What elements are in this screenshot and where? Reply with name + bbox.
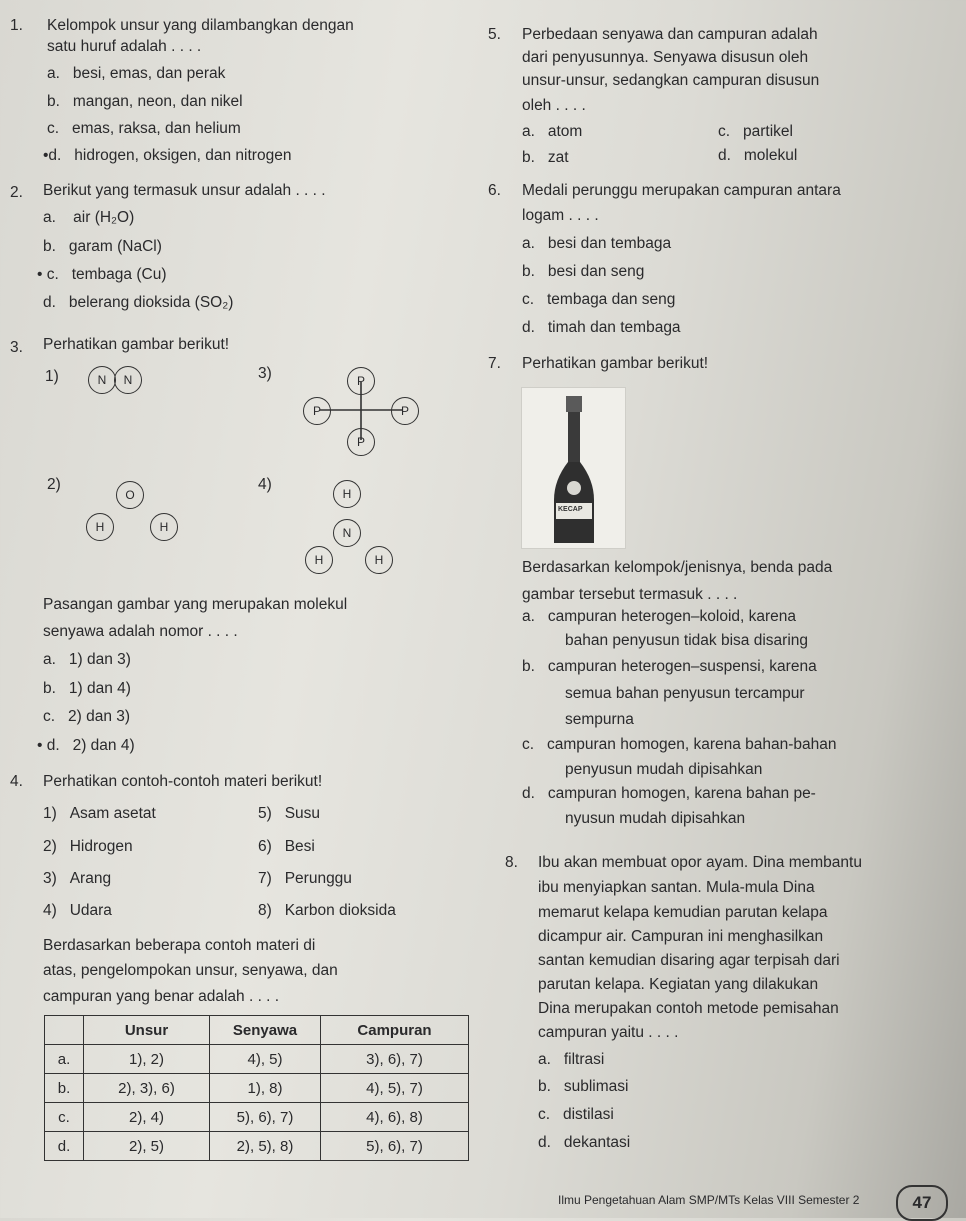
table-cell: 2), 5), 8)	[210, 1132, 321, 1161]
q1-option-c: c. emas, raksa, dan helium	[47, 120, 241, 137]
kecap-bottle-image	[521, 387, 626, 549]
table-cell: 1), 2)	[84, 1045, 210, 1074]
q5-option-c: c. partikel	[718, 123, 793, 140]
q4-item: 7) Perunggu	[258, 870, 352, 887]
table-cell: a.	[45, 1045, 84, 1074]
table-header-cell: Campuran	[321, 1016, 469, 1045]
q3-fig3-label: 3)	[258, 365, 272, 382]
q6-line-2: logam . . . .	[522, 207, 599, 224]
table-cell: 2), 3), 6)	[84, 1074, 210, 1103]
q4-item: 8) Karbon dioksida	[258, 902, 396, 919]
q7-option-b-cont: semua bahan penyusun tercampur	[565, 685, 805, 702]
q5-option-b: b. zat	[522, 149, 569, 166]
table-row	[45, 1045, 469, 1074]
table-cell: b.	[45, 1074, 84, 1103]
q4-item: 1) Asam asetat	[43, 805, 156, 822]
q2-number: 2.	[10, 184, 23, 201]
molecule-atom-h: H	[150, 513, 178, 541]
q5-option-d: d. molekul	[718, 147, 798, 164]
table-cell: 4), 6), 8)	[321, 1103, 469, 1132]
q3-option-d: • d. 2) dan 4)	[37, 737, 135, 754]
table-cell: 2), 5)	[84, 1132, 210, 1161]
q7-option-c-cont: penyusun mudah dipisahkan	[565, 761, 763, 778]
q8-line: ibu menyiapkan santan. Mula-mula Dina	[538, 879, 815, 896]
classification-table	[44, 1015, 469, 1161]
q3-option-c: c. 2) dan 3)	[43, 708, 131, 725]
q6-option-d: d. timah dan tembaga	[522, 319, 681, 336]
molecule-atom-n: N	[88, 366, 116, 394]
q8-option-a: a. filtrasi	[538, 1051, 605, 1068]
q8-option-d: d. dekantasi	[538, 1134, 631, 1151]
q5-line-2: dari penyusunnya. Senyawa disusun oleh	[522, 49, 809, 66]
table-cell: d.	[45, 1132, 84, 1161]
q3-fig4-label: 4)	[258, 476, 272, 493]
molecule-atom-h: H	[305, 546, 333, 574]
q1-option-d: •d. hidrogen, oksigen, dan nitrogen	[43, 147, 292, 164]
q6-line-1: Medali perunggu merupakan campuran antara	[522, 182, 841, 199]
molecule-atom-n: N	[114, 366, 142, 394]
q7-line-1: Berdasarkan kelompok/jenisnya, benda pada	[522, 559, 833, 576]
q7-option-b: b. campuran heterogen–suspensi, karena	[522, 658, 817, 675]
q7-option-a: a. campuran heterogen–koloid, karena	[522, 608, 797, 625]
q5-option-a: a. atom	[522, 123, 583, 140]
q8-line: parutan kelapa. Kegiatan yang dilakukan	[538, 976, 819, 993]
q1-stem-2: satu huruf adalah . . . .	[47, 38, 202, 55]
q7-option-c: c. campuran homogen, karena bahan-bahan	[522, 736, 837, 753]
table-cell: c.	[45, 1103, 84, 1132]
bottle-label: KECAP	[558, 506, 583, 513]
footer-book-title: Ilmu Pengetahuan Alam SMP/MTs Kelas VIII Semester 2	[558, 1193, 860, 1207]
table-row	[45, 1074, 469, 1103]
q4-item: 3) Arang	[43, 870, 112, 887]
molecule-atom-p: P	[303, 397, 331, 425]
table-row	[45, 1132, 469, 1161]
page-number-badge: 47	[896, 1185, 948, 1221]
q3-fig2-label: 2)	[47, 476, 61, 493]
q6-number: 6.	[488, 182, 501, 199]
table-header-cell	[45, 1016, 84, 1045]
q2-option-c: • c. tembaga (Cu)	[37, 266, 167, 283]
q3-option-b: b. 1) dan 4)	[43, 680, 131, 697]
q4-stem: Perhatikan contoh-contoh materi berikut!	[43, 773, 323, 790]
q4-number: 4.	[10, 773, 23, 790]
q4-item: 2) Hidrogen	[43, 838, 133, 855]
q1-option-b: b. mangan, neon, dan nikel	[47, 93, 243, 110]
q8-line: santan kemudian disaring agar terpisah dari	[538, 952, 840, 969]
q7-number: 7.	[488, 355, 501, 372]
table-cell: 3), 6), 7)	[321, 1045, 469, 1074]
q4-item: 6) Besi	[258, 838, 315, 855]
table-cell: 1), 8)	[210, 1074, 321, 1103]
q3-stem-3: senyawa adalah nomor . . . .	[43, 623, 238, 640]
molecule-atom-h: H	[86, 513, 114, 541]
q5-number: 5.	[488, 26, 501, 43]
q7-line-2: gambar tersebut termasuk . . . .	[522, 586, 738, 603]
q3-stem: Perhatikan gambar berikut!	[43, 336, 230, 353]
molecule-atom-p: P	[391, 397, 419, 425]
q6-option-a: a. besi dan tembaga	[522, 235, 672, 252]
q2-stem: Berikut yang termasuk unsur adalah . . . .	[43, 182, 326, 199]
table-cell: 2), 4)	[84, 1103, 210, 1132]
table-cell: 5), 6), 7)	[321, 1132, 469, 1161]
q4-item: 4) Udara	[43, 902, 112, 919]
table-header-cell: Senyawa	[210, 1016, 321, 1045]
q8-line: dicampur air. Campuran ini menghasilkan	[538, 928, 824, 945]
q2-option-b: b. garam (NaCl)	[43, 238, 162, 255]
q8-option-c: c. distilasi	[538, 1106, 614, 1123]
q5-line-1: Perbedaan senyawa dan campuran adalah	[522, 26, 818, 43]
molecule-atom-o: O	[116, 481, 144, 509]
q3-number: 3.	[10, 339, 23, 356]
q7-option-d-cont: nyusun mudah dipisahkan	[565, 810, 746, 827]
q8-line: Dina merupakan contoh metode pemisahan	[538, 1000, 839, 1017]
q4-paragraph-1: Berdasarkan beberapa contoh materi di	[43, 937, 316, 954]
q8-line: Ibu akan membuat opor ayam. Dina membantu	[538, 854, 862, 871]
table-row	[45, 1103, 469, 1132]
q3-fig1-label: 1)	[45, 368, 59, 385]
molecule-atom-n: N	[333, 519, 361, 547]
q4-paragraph-3: campuran yang benar adalah . . . .	[43, 988, 280, 1005]
bottle-icon	[522, 388, 625, 548]
q2-option-a: a. air (H₂O)	[43, 209, 135, 226]
table-header-cell: Unsur	[84, 1016, 210, 1045]
q3-stem-2: Pasangan gambar yang merupakan molekul	[43, 596, 348, 613]
molecule-atom-p: P	[347, 428, 375, 456]
molecule-atom-h: H	[365, 546, 393, 574]
q2-option-d: d. belerang dioksida (SO₂)	[43, 294, 234, 311]
q3-option-a: a. 1) dan 3)	[43, 651, 131, 668]
table-header-row	[45, 1016, 469, 1045]
q5-line-3: unsur-unsur, sedangkan campuran disusun	[522, 72, 820, 89]
table-cell: 4), 5)	[210, 1045, 321, 1074]
q8-option-b: b. sublimasi	[538, 1078, 629, 1095]
q5-line-4: oleh . . . .	[522, 97, 586, 114]
table-cell: 5), 6), 7)	[210, 1103, 321, 1132]
q1-stem: Kelompok unsur yang dilambangkan dengan	[47, 17, 354, 34]
q4-item: 5) Susu	[258, 805, 321, 822]
q7-stem: Perhatikan gambar berikut!	[522, 355, 709, 372]
q1-option-a: a. besi, emas, dan perak	[47, 65, 226, 82]
q6-option-b: b. besi dan seng	[522, 263, 645, 280]
q8-number: 8.	[505, 854, 518, 871]
q4-paragraph-2: atas, pengelompokan unsur, senyawa, dan	[43, 962, 338, 979]
q7-option-a-cont: bahan penyusun tidak bisa disaring	[565, 632, 809, 649]
q1-number: 1.	[10, 17, 23, 34]
molecule-atom-h: H	[333, 480, 361, 508]
q8-line: campuran yaitu . . . .	[538, 1024, 679, 1041]
q6-option-c: c. tembaga dan seng	[522, 291, 676, 308]
q7-option-b-cont: sempurna	[565, 711, 634, 728]
q7-option-d: d. campuran homogen, karena bahan pe-	[522, 785, 816, 802]
q8-line: memarut kelapa kemudian parutan kelapa	[538, 904, 828, 921]
molecule-atom-p: P	[347, 367, 375, 395]
table-cell: 4), 5), 7)	[321, 1074, 469, 1103]
